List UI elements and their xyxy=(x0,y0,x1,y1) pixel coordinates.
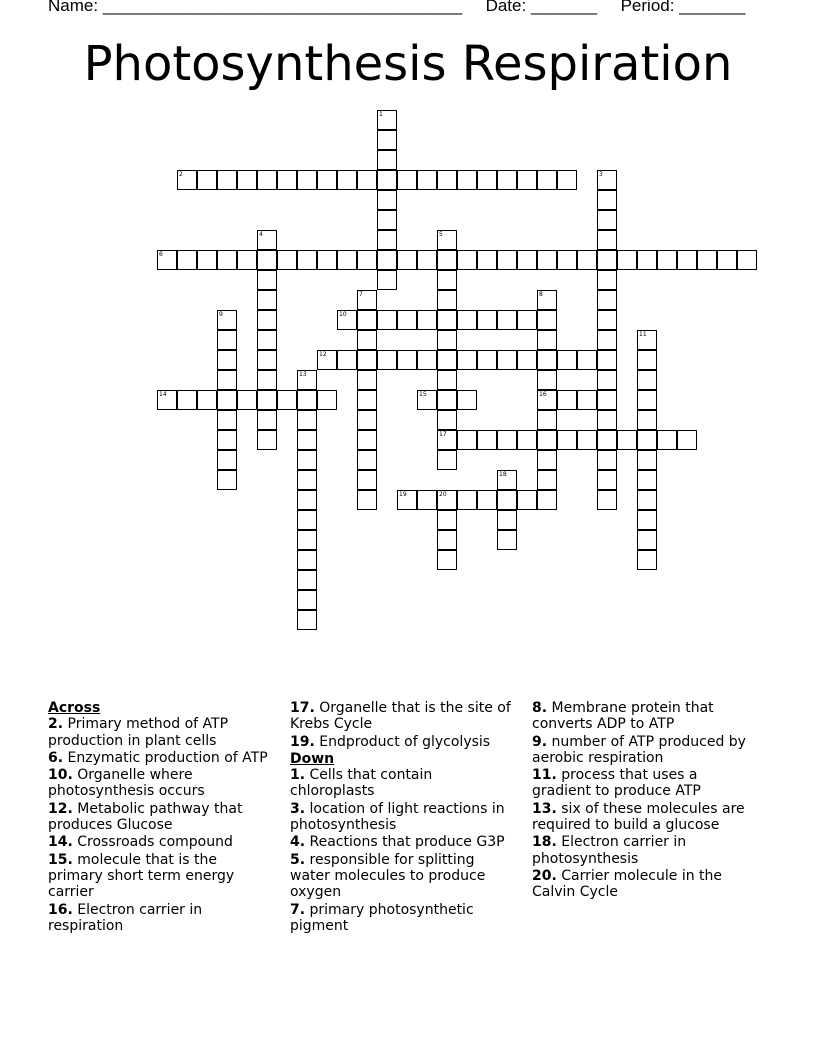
cell-number: 2 xyxy=(179,171,183,178)
grid-cell[interactable] xyxy=(297,550,317,570)
clue-number: 7. xyxy=(290,901,306,918)
grid-cell[interactable] xyxy=(437,310,457,330)
grid-cell[interactable] xyxy=(637,330,657,350)
down-clue xyxy=(290,852,512,901)
grid-cell[interactable] xyxy=(737,250,757,270)
grid-cell[interactable] xyxy=(457,430,477,450)
grid-cell[interactable] xyxy=(397,250,417,270)
clue-text: responsible for splitting water molecules to produce oxygen xyxy=(290,851,486,901)
clue-number: 19. xyxy=(290,733,315,750)
across-clue xyxy=(290,700,512,733)
grid-cell[interactable] xyxy=(617,430,637,450)
cell-number: 12 xyxy=(319,351,327,358)
grid-cell[interactable] xyxy=(457,170,477,190)
grid-cell[interactable] xyxy=(317,170,337,190)
clue-text: Electron carrier in photosynthesis xyxy=(532,834,687,867)
clue-number: 6. xyxy=(48,749,64,766)
grid-cell[interactable] xyxy=(597,490,617,510)
grid-cell[interactable] xyxy=(617,250,637,270)
grid-cell[interactable] xyxy=(557,430,577,450)
grid-cell[interactable] xyxy=(557,350,577,370)
clue-number: 13. xyxy=(532,800,557,817)
grid-cell[interactable] xyxy=(437,270,457,290)
grid-cell[interactable] xyxy=(397,310,417,330)
grid-cell[interactable] xyxy=(497,510,517,530)
clue-number: 12. xyxy=(48,800,73,817)
grid-cell[interactable] xyxy=(437,510,457,530)
across-clue xyxy=(48,902,270,935)
grid-cell[interactable] xyxy=(477,490,497,510)
cell-number: 5 xyxy=(439,231,443,238)
grid-cell[interactable] xyxy=(537,250,557,270)
grid-cell[interactable] xyxy=(637,430,657,450)
grid-cell[interactable] xyxy=(237,170,257,190)
grid-cell[interactable] xyxy=(517,430,537,450)
grid-cell[interactable] xyxy=(377,190,397,210)
grid-cell[interactable] xyxy=(497,310,517,330)
grid-cell[interactable] xyxy=(477,430,497,450)
grid-cell[interactable] xyxy=(177,390,197,410)
down-clue xyxy=(290,834,512,850)
clue-text: Metabolic pathway that produces Glucose xyxy=(48,800,243,834)
clue-text: Primary method of ATP production in plant cells xyxy=(48,716,229,749)
clue-number: 20. xyxy=(532,867,557,884)
grid-cell[interactable] xyxy=(497,170,517,190)
clue-column-3 xyxy=(532,700,754,902)
grid-cell[interactable] xyxy=(217,350,237,370)
down-clue xyxy=(532,801,754,834)
clue-number: 11. xyxy=(532,767,557,784)
grid-cell[interactable] xyxy=(157,250,177,270)
grid-cell[interactable] xyxy=(457,350,477,370)
grid-cell[interactable] xyxy=(577,430,597,450)
grid-cell[interactable] xyxy=(297,450,317,470)
grid-cell[interactable] xyxy=(297,410,317,430)
cell-number: 16 xyxy=(539,391,547,398)
clue-number: 15. xyxy=(48,851,73,868)
grid-cell[interactable] xyxy=(357,430,377,450)
grid-cell[interactable] xyxy=(437,490,457,510)
grid-cell[interactable] xyxy=(317,390,337,410)
cell-number: 8 xyxy=(539,291,543,298)
clue-text: primary photosynthetic pigment xyxy=(290,901,474,934)
grid-cell[interactable] xyxy=(597,350,617,370)
grid-cell[interactable] xyxy=(637,530,657,550)
grid-cell[interactable] xyxy=(417,310,437,330)
cell-number: 6 xyxy=(159,251,163,258)
grid-cell[interactable] xyxy=(537,490,557,510)
grid-cell[interactable] xyxy=(537,310,557,330)
grid-cell[interactable] xyxy=(277,170,297,190)
grid-cell[interactable] xyxy=(597,210,617,230)
grid-cell[interactable] xyxy=(537,470,557,490)
date-label: Date: xyxy=(485,0,527,15)
clue-number: 14. xyxy=(48,834,73,851)
cell-number: 19 xyxy=(399,491,407,498)
grid-cell[interactable] xyxy=(637,370,657,390)
name-label: Name: xyxy=(48,0,99,15)
grid-cell[interactable] xyxy=(217,450,237,470)
grid-cell[interactable] xyxy=(637,450,657,470)
grid-cell[interactable] xyxy=(557,390,577,410)
grid-cell[interactable] xyxy=(357,370,377,390)
grid-cell[interactable] xyxy=(517,350,537,370)
grid-cell[interactable] xyxy=(237,390,257,410)
grid-cell[interactable] xyxy=(197,250,217,270)
grid-cell[interactable] xyxy=(257,390,277,410)
grid-cell[interactable] xyxy=(597,230,617,250)
clue-text: Organelle where photosynthesis occurs xyxy=(48,767,205,800)
grid-cell[interactable] xyxy=(417,250,437,270)
grid-cell[interactable] xyxy=(297,170,317,190)
grid-cell[interactable] xyxy=(317,350,337,370)
grid-cell[interactable] xyxy=(217,390,237,410)
down-heading: Down xyxy=(290,750,335,767)
grid-cell[interactable] xyxy=(297,610,317,630)
grid-cell[interactable] xyxy=(597,410,617,430)
grid-cell[interactable] xyxy=(357,350,377,370)
grid-cell[interactable] xyxy=(637,410,657,430)
grid-cell[interactable] xyxy=(457,490,477,510)
down-clue xyxy=(532,700,754,733)
grid-cell[interactable] xyxy=(637,490,657,510)
clue-number: 10. xyxy=(48,767,73,784)
grid-cell[interactable] xyxy=(257,350,277,370)
cell-number: 3 xyxy=(599,171,603,178)
grid-cell[interactable] xyxy=(437,450,457,470)
grid-cell[interactable] xyxy=(537,170,557,190)
grid-cell[interactable] xyxy=(217,410,237,430)
cell-number: 10 xyxy=(339,311,347,318)
grid-cell[interactable] xyxy=(537,350,557,370)
grid-cell[interactable] xyxy=(537,330,557,350)
clue-text: Membrane protein that converts ADP to ATP xyxy=(532,700,714,733)
cell-number: 13 xyxy=(299,371,307,378)
grid-cell[interactable] xyxy=(337,350,357,370)
grid-cell[interactable] xyxy=(257,370,277,390)
grid-cell[interactable] xyxy=(577,390,597,410)
grid-cell[interactable] xyxy=(697,250,717,270)
grid-cell[interactable] xyxy=(637,390,657,410)
grid-cell[interactable] xyxy=(217,310,237,330)
grid-cell[interactable] xyxy=(477,250,497,270)
period-blank[interactable]: _______ xyxy=(679,0,746,15)
across-clue xyxy=(48,767,270,800)
grid-cell[interactable] xyxy=(457,250,477,270)
clue-number: 17. xyxy=(290,700,315,716)
grid-cell[interactable] xyxy=(537,450,557,470)
grid-cell[interactable] xyxy=(717,250,737,270)
grid-cell[interactable] xyxy=(677,430,697,450)
down-clue xyxy=(290,801,512,834)
grid-cell[interactable] xyxy=(537,410,557,430)
grid-cell[interactable] xyxy=(577,250,597,270)
across-heading: Across xyxy=(48,700,101,716)
across-clue xyxy=(48,834,270,850)
grid-cell[interactable] xyxy=(457,310,477,330)
grid-cell[interactable] xyxy=(497,430,517,450)
grid-cell[interactable] xyxy=(377,310,397,330)
grid-cell[interactable] xyxy=(217,170,237,190)
grid-cell[interactable] xyxy=(537,390,557,410)
grid-cell[interactable] xyxy=(597,330,617,350)
grid-cell[interactable] xyxy=(297,530,317,550)
grid-cell[interactable] xyxy=(197,170,217,190)
clue-number: 18. xyxy=(532,834,557,851)
grid-cell[interactable] xyxy=(597,390,617,410)
grid-cell[interactable] xyxy=(377,270,397,290)
grid-cell[interactable] xyxy=(337,170,357,190)
grid-cell[interactable] xyxy=(577,350,597,370)
grid-cell[interactable] xyxy=(437,550,457,570)
grid-cell[interactable] xyxy=(597,430,617,450)
grid-cell[interactable] xyxy=(517,250,537,270)
grid-cell[interactable] xyxy=(377,250,397,270)
grid-cell[interactable] xyxy=(457,390,477,410)
grid-cell[interactable] xyxy=(357,390,377,410)
grid-cell[interactable] xyxy=(437,530,457,550)
grid-cell[interactable] xyxy=(517,490,537,510)
grid-cell[interactable] xyxy=(537,290,557,310)
cell-number: 15 xyxy=(419,391,427,398)
grid-cell[interactable] xyxy=(317,250,337,270)
grid-cell[interactable] xyxy=(417,390,437,410)
grid-cell[interactable] xyxy=(297,470,317,490)
grid-cell[interactable] xyxy=(477,350,497,370)
grid-cell[interactable] xyxy=(437,390,457,410)
cell-number: 20 xyxy=(439,491,447,498)
grid-cell[interactable] xyxy=(417,490,437,510)
grid-cell[interactable] xyxy=(257,290,277,310)
grid-cell[interactable] xyxy=(357,310,377,330)
grid-cell[interactable] xyxy=(237,250,257,270)
grid-cell[interactable] xyxy=(257,170,277,190)
grid-cell[interactable] xyxy=(357,170,377,190)
clue-number: 9. xyxy=(532,733,548,750)
grid-cell[interactable] xyxy=(377,130,397,150)
grid-cell[interactable] xyxy=(357,410,377,430)
cell-number: 14 xyxy=(159,391,167,398)
grid-cell[interactable] xyxy=(357,290,377,310)
clue-column-1 xyxy=(48,700,270,935)
clue-number: 2. xyxy=(48,716,64,733)
grid-cell[interactable] xyxy=(257,250,277,270)
grid-cell[interactable] xyxy=(177,250,197,270)
grid-cell[interactable] xyxy=(337,250,357,270)
page-title: Photosynthesis Respiration xyxy=(83,36,733,92)
grid-cell[interactable] xyxy=(377,210,397,230)
grid-cell[interactable] xyxy=(297,490,317,510)
grid-cell[interactable] xyxy=(257,410,277,430)
grid-cell[interactable] xyxy=(357,470,377,490)
grid-cell[interactable] xyxy=(297,430,317,450)
clue-number: 8. xyxy=(532,700,548,716)
clue-text: Organelle that is the site of Krebs Cycle xyxy=(290,700,511,733)
grid-cell[interactable] xyxy=(477,170,497,190)
period-label: Period: xyxy=(620,0,675,15)
grid-cell[interactable] xyxy=(417,170,437,190)
date-blank[interactable]: _______ xyxy=(530,0,598,15)
grid-cell[interactable] xyxy=(157,390,177,410)
grid-cell[interactable] xyxy=(217,470,237,490)
grid-cell[interactable] xyxy=(257,430,277,450)
grid-cell[interactable] xyxy=(657,250,677,270)
grid-cell[interactable] xyxy=(677,250,697,270)
grid-cell[interactable] xyxy=(177,170,197,190)
grid-cell[interactable] xyxy=(357,490,377,510)
grid-cell[interactable] xyxy=(597,250,617,270)
grid-cell[interactable] xyxy=(637,350,657,370)
clue-text: Reactions that produce G3P xyxy=(309,834,505,851)
across-clue xyxy=(48,852,270,901)
across-clue xyxy=(290,734,512,750)
grid-cell[interactable] xyxy=(337,310,357,330)
grid-cell[interactable] xyxy=(497,250,517,270)
clue-number: 16. xyxy=(48,901,73,918)
clue-number: 3. xyxy=(290,800,306,817)
grid-cell[interactable] xyxy=(217,370,237,390)
grid-cell[interactable] xyxy=(517,170,537,190)
grid-cell[interactable] xyxy=(437,290,457,310)
grid-cell[interactable] xyxy=(537,370,557,390)
down-clue xyxy=(532,868,754,901)
grid-cell[interactable] xyxy=(377,110,397,130)
grid-cell[interactable] xyxy=(277,250,297,270)
grid-cell[interactable] xyxy=(257,310,277,330)
across-clue xyxy=(48,801,270,834)
clue-text: location of light reactions in photosynthesis xyxy=(290,800,505,834)
down-clue xyxy=(532,734,754,767)
grid-cell[interactable] xyxy=(637,470,657,490)
grid-cell[interactable] xyxy=(217,430,237,450)
grid-cell[interactable] xyxy=(637,250,657,270)
grid-cell[interactable] xyxy=(377,150,397,170)
grid-cell[interactable] xyxy=(437,230,457,250)
grid-cell[interactable] xyxy=(397,170,417,190)
grid-cell[interactable] xyxy=(297,510,317,530)
clue-text: process that uses a gradient to produce ATP xyxy=(532,767,701,800)
grid-cell[interactable] xyxy=(597,470,617,490)
clue-text: number of ATP produced by aerobic respiration xyxy=(532,733,746,766)
cell-number: 17 xyxy=(439,431,447,438)
grid-cell[interactable] xyxy=(377,230,397,250)
cell-number: 1 xyxy=(379,111,383,118)
clue-text: Endproduct of glycolysis xyxy=(319,733,491,750)
grid-cell[interactable] xyxy=(437,370,457,390)
down-clue xyxy=(290,767,512,800)
grid-cell[interactable] xyxy=(597,170,617,190)
grid-cell[interactable] xyxy=(297,390,317,410)
grid-cell[interactable] xyxy=(637,550,657,570)
grid-cell[interactable] xyxy=(497,470,517,490)
grid-cell[interactable] xyxy=(297,590,317,610)
clue-text: molecule that is the primary short term energy carrier xyxy=(48,851,235,901)
grid-cell[interactable] xyxy=(597,190,617,210)
grid-cell[interactable] xyxy=(637,510,657,530)
grid-cell[interactable] xyxy=(257,330,277,350)
grid-cell[interactable] xyxy=(557,170,577,190)
grid-cell[interactable] xyxy=(297,570,317,590)
grid-cell[interactable] xyxy=(597,450,617,470)
grid-cell[interactable] xyxy=(417,350,437,370)
grid-cell[interactable] xyxy=(377,350,397,370)
grid-cell[interactable] xyxy=(437,350,457,370)
grid-cell[interactable] xyxy=(477,310,497,330)
grid-cell[interactable] xyxy=(497,350,517,370)
grid-cell[interactable] xyxy=(397,490,417,510)
grid-cell[interactable] xyxy=(277,390,297,410)
grid-cell[interactable] xyxy=(657,430,677,450)
grid-cell[interactable] xyxy=(497,490,517,510)
grid-cell[interactable] xyxy=(437,410,457,430)
grid-cell[interactable] xyxy=(597,310,617,330)
cell-number: 9 xyxy=(219,311,223,318)
grid-cell[interactable] xyxy=(537,430,557,450)
grid-cell[interactable] xyxy=(377,170,397,190)
cell-number: 4 xyxy=(259,231,263,238)
grid-cell[interactable] xyxy=(597,370,617,390)
across-clue xyxy=(48,750,270,766)
cell-number: 18 xyxy=(499,471,507,478)
grid-cell[interactable] xyxy=(297,250,317,270)
grid-cell[interactable] xyxy=(297,370,317,390)
grid-cell[interactable] xyxy=(437,170,457,190)
down-clue xyxy=(532,834,754,867)
grid-cell[interactable] xyxy=(397,350,417,370)
grid-cell[interactable] xyxy=(357,250,377,270)
across-clue xyxy=(48,716,270,749)
clue-column-2 xyxy=(290,700,512,935)
grid-cell[interactable] xyxy=(357,450,377,470)
clue-text: Crossroads compound xyxy=(77,834,233,851)
grid-cell[interactable] xyxy=(437,250,457,270)
clue-text: six of these molecules are required to build a glucose xyxy=(532,800,745,834)
down-clue xyxy=(290,902,512,935)
grid-cell[interactable] xyxy=(597,270,617,290)
grid-cell[interactable] xyxy=(437,330,457,350)
clue-text: Carrier molecule in the Calvin Cycle xyxy=(532,867,723,901)
grid-cell[interactable] xyxy=(437,430,457,450)
grid-cell[interactable] xyxy=(217,250,237,270)
clue-number: 1. xyxy=(290,767,306,784)
clue-text: Cells that contain chloroplasts xyxy=(290,767,433,800)
cell-number: 11 xyxy=(639,331,647,338)
grid-cell[interactable] xyxy=(557,250,577,270)
down-clue xyxy=(532,767,754,800)
grid-cell[interactable] xyxy=(517,310,537,330)
name-blank[interactable]: ______________________________________ xyxy=(102,0,463,15)
grid-cell[interactable] xyxy=(257,230,277,250)
clue-text: Enzymatic production of ATP xyxy=(67,749,268,766)
clue-number: 5. xyxy=(290,851,306,868)
grid-cell[interactable] xyxy=(357,330,377,350)
grid-cell[interactable] xyxy=(257,270,277,290)
grid-cell[interactable] xyxy=(597,290,617,310)
grid-cell[interactable] xyxy=(217,330,237,350)
grid-cell[interactable] xyxy=(197,390,217,410)
clue-number: 4. xyxy=(290,834,306,851)
clue-text: Electron carrier in respiration xyxy=(48,901,203,934)
cell-number: 7 xyxy=(359,291,363,298)
grid-cell[interactable] xyxy=(497,530,517,550)
